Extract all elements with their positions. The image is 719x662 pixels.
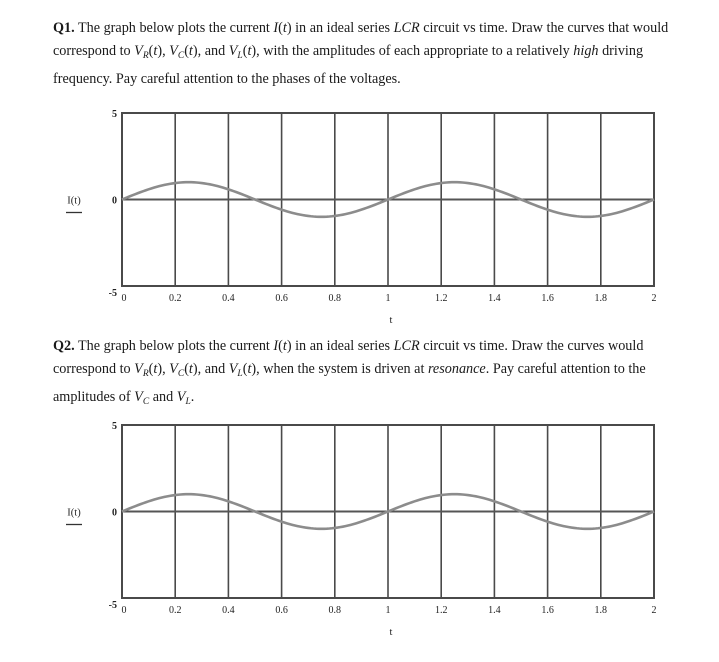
- x-tick-label: 0.4: [222, 293, 235, 304]
- x-tick-label: 1.4: [488, 605, 501, 616]
- question-number: Q1.: [53, 20, 75, 36]
- x-tick-label: 2: [651, 293, 657, 304]
- x-tick-label: 0.8: [328, 605, 342, 616]
- x-tick-label: 1.2: [434, 605, 448, 616]
- question-1-text: Q1. The graph below plots the current I(t) in an ideal series LCR circuit vs time. Draw the curves that would correspond to $V_R(t)$, $V_C(t)$, and $V_L(t)$, with the amplitudes of each appropriate to a relatively high driving frequency. Pay careful attention to the phases of the voltages.: [53, 20, 669, 87]
- x-tick-label: 1: [385, 293, 391, 304]
- current-vs-time-chart-2: [0, 412, 719, 642]
- x-axis-label: t: [389, 315, 393, 326]
- x-tick-label: 0.2: [168, 605, 182, 616]
- x-tick-label: 1: [385, 605, 391, 616]
- x-tick-label: 1.6: [541, 293, 554, 304]
- x-axis-label: t: [389, 627, 393, 638]
- x-tick-label: 0.6: [275, 605, 288, 616]
- x-tick-label: 1.8: [594, 293, 608, 304]
- x-tick-label: 0.4: [222, 605, 235, 616]
- y-tick-label: -5: [108, 288, 117, 299]
- y-axis-label: I(t): [67, 195, 81, 207]
- y-tick-label: 0: [112, 507, 117, 519]
- current-vs-time-chart-1: [0, 100, 719, 330]
- y-tick-label: 0: [112, 195, 117, 207]
- y-tick-label: -5: [108, 600, 117, 611]
- x-tick-label: 0.8: [328, 293, 342, 304]
- x-tick-label: 0.2: [168, 293, 182, 304]
- question-number: Q2.: [53, 338, 75, 354]
- y-tick-label: 5: [112, 109, 117, 120]
- x-tick-label: 1.4: [488, 293, 501, 304]
- x-tick-label: 1.8: [594, 605, 608, 616]
- x-tick-label: 0: [121, 293, 127, 304]
- y-axis-label: I(t): [67, 507, 81, 519]
- question-2-text: Q2. The graph below plots the current I(t) in an ideal series LCR circuit vs time. Draw the curves would correspond to $V_R(t)$, $V_C(t)$, and $V_L(t)$, when the system is driven at resonance. Pay careful attention to the amplitudes of $V_C$ and $V_L$.: [53, 338, 646, 407]
- x-tick-label: 0: [121, 605, 127, 616]
- y-tick-label: 5: [112, 421, 117, 432]
- x-tick-label: 2: [651, 605, 657, 616]
- x-tick-label: 0.6: [275, 293, 288, 304]
- x-tick-label: 1.2: [434, 293, 448, 304]
- x-tick-label: 1.6: [541, 605, 554, 616]
